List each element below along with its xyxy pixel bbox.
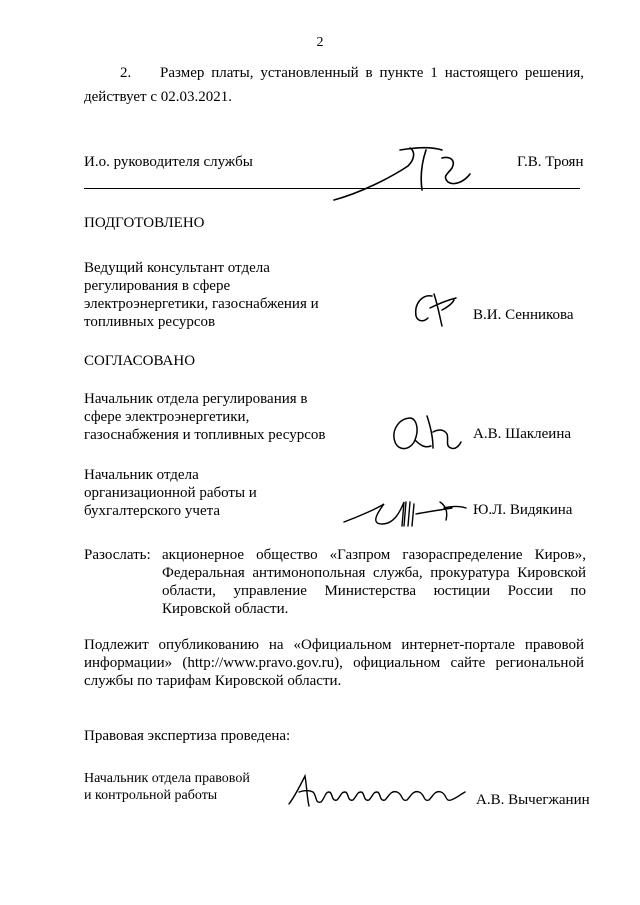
publication-line: службы по тарифам Кировской области.: [84, 673, 342, 689]
distribution-line: области, управление Министерства юстиции России по: [162, 583, 586, 599]
agreed-signer-2-name: Ю.Л. Видякина: [473, 502, 573, 518]
prepared-position: [84, 259, 319, 331]
agreed-position-line: бухгалтерского учета: [84, 503, 221, 519]
head-name: Г.В. Троян: [517, 154, 584, 170]
item-text-line-2: действует с 02.03.2021.: [84, 89, 233, 105]
agreed-signer-1-name: А.В. Шаклеина: [473, 426, 572, 442]
signature-troyan: [330, 138, 490, 208]
legal-review-name: А.В. Вычегжанин: [476, 792, 590, 808]
publication-line: информации» (http://www.pravo.gov.ru), официальном сайте региональной: [84, 655, 584, 671]
agreed-position-line: Начальник отдела регулирования в: [84, 391, 308, 407]
signature-shakleina: [385, 410, 465, 460]
prepared-position-line: электроэнергетики, газоснабжения и: [84, 296, 319, 312]
head-position: И.о. руководителя службы: [84, 154, 253, 170]
distribution-line: акционерное общество «Газпром газораспределение Киров»,: [162, 547, 586, 563]
agreed-signer-1-position: [84, 390, 326, 444]
signature-vidyakina: [340, 494, 470, 534]
legal-review-heading: Правовая экспертиза проведена:: [84, 728, 291, 744]
distribution-line: Кировской области.: [162, 601, 289, 617]
legal-review-position-line: Начальник отдела правовой: [84, 771, 250, 786]
prepared-position-line: Ведущий консультант отдела: [84, 260, 270, 276]
agreed-position-line: газоснабжения и топливных ресурсов: [84, 427, 326, 443]
page-number: 2: [316, 35, 324, 50]
distribution-line: Федеральная антимонопольная служба, прокуратура Кировской: [162, 565, 586, 581]
legal-review-position-line: и контрольной работы: [84, 788, 218, 803]
signature-sennikova: [410, 290, 460, 330]
agreed-heading: СОГЛАСОВАНО: [84, 353, 196, 369]
prepared-position-line: регулирования в сфере: [84, 278, 231, 294]
legal-review-position: [84, 770, 250, 804]
agreed-signer-2-position: [84, 466, 257, 520]
distribution-label: Разослать:: [84, 547, 151, 563]
prepared-position-line: топливных ресурсов: [84, 314, 216, 330]
agreed-position-line: Начальник отдела: [84, 467, 199, 483]
agreed-position-line: сфере электроэнергетики,: [84, 409, 250, 425]
signature-vychegzhanin: [285, 770, 470, 812]
prepared-heading: ПОДГОТОВЛЕНО: [84, 215, 205, 231]
publication-line: Подлежит опубликованию на «Официальном интернет-портале правовой: [84, 637, 584, 653]
agreed-position-line: организационной работы и: [84, 485, 257, 501]
item-number: 2.: [120, 65, 132, 81]
publication-text: [84, 636, 584, 690]
prepared-name: В.И. Сенникова: [473, 307, 574, 323]
distribution-text: [162, 546, 586, 618]
item-text-line-1: Размер платы, установленный в пункте 1 настоящего решения,: [160, 65, 584, 81]
